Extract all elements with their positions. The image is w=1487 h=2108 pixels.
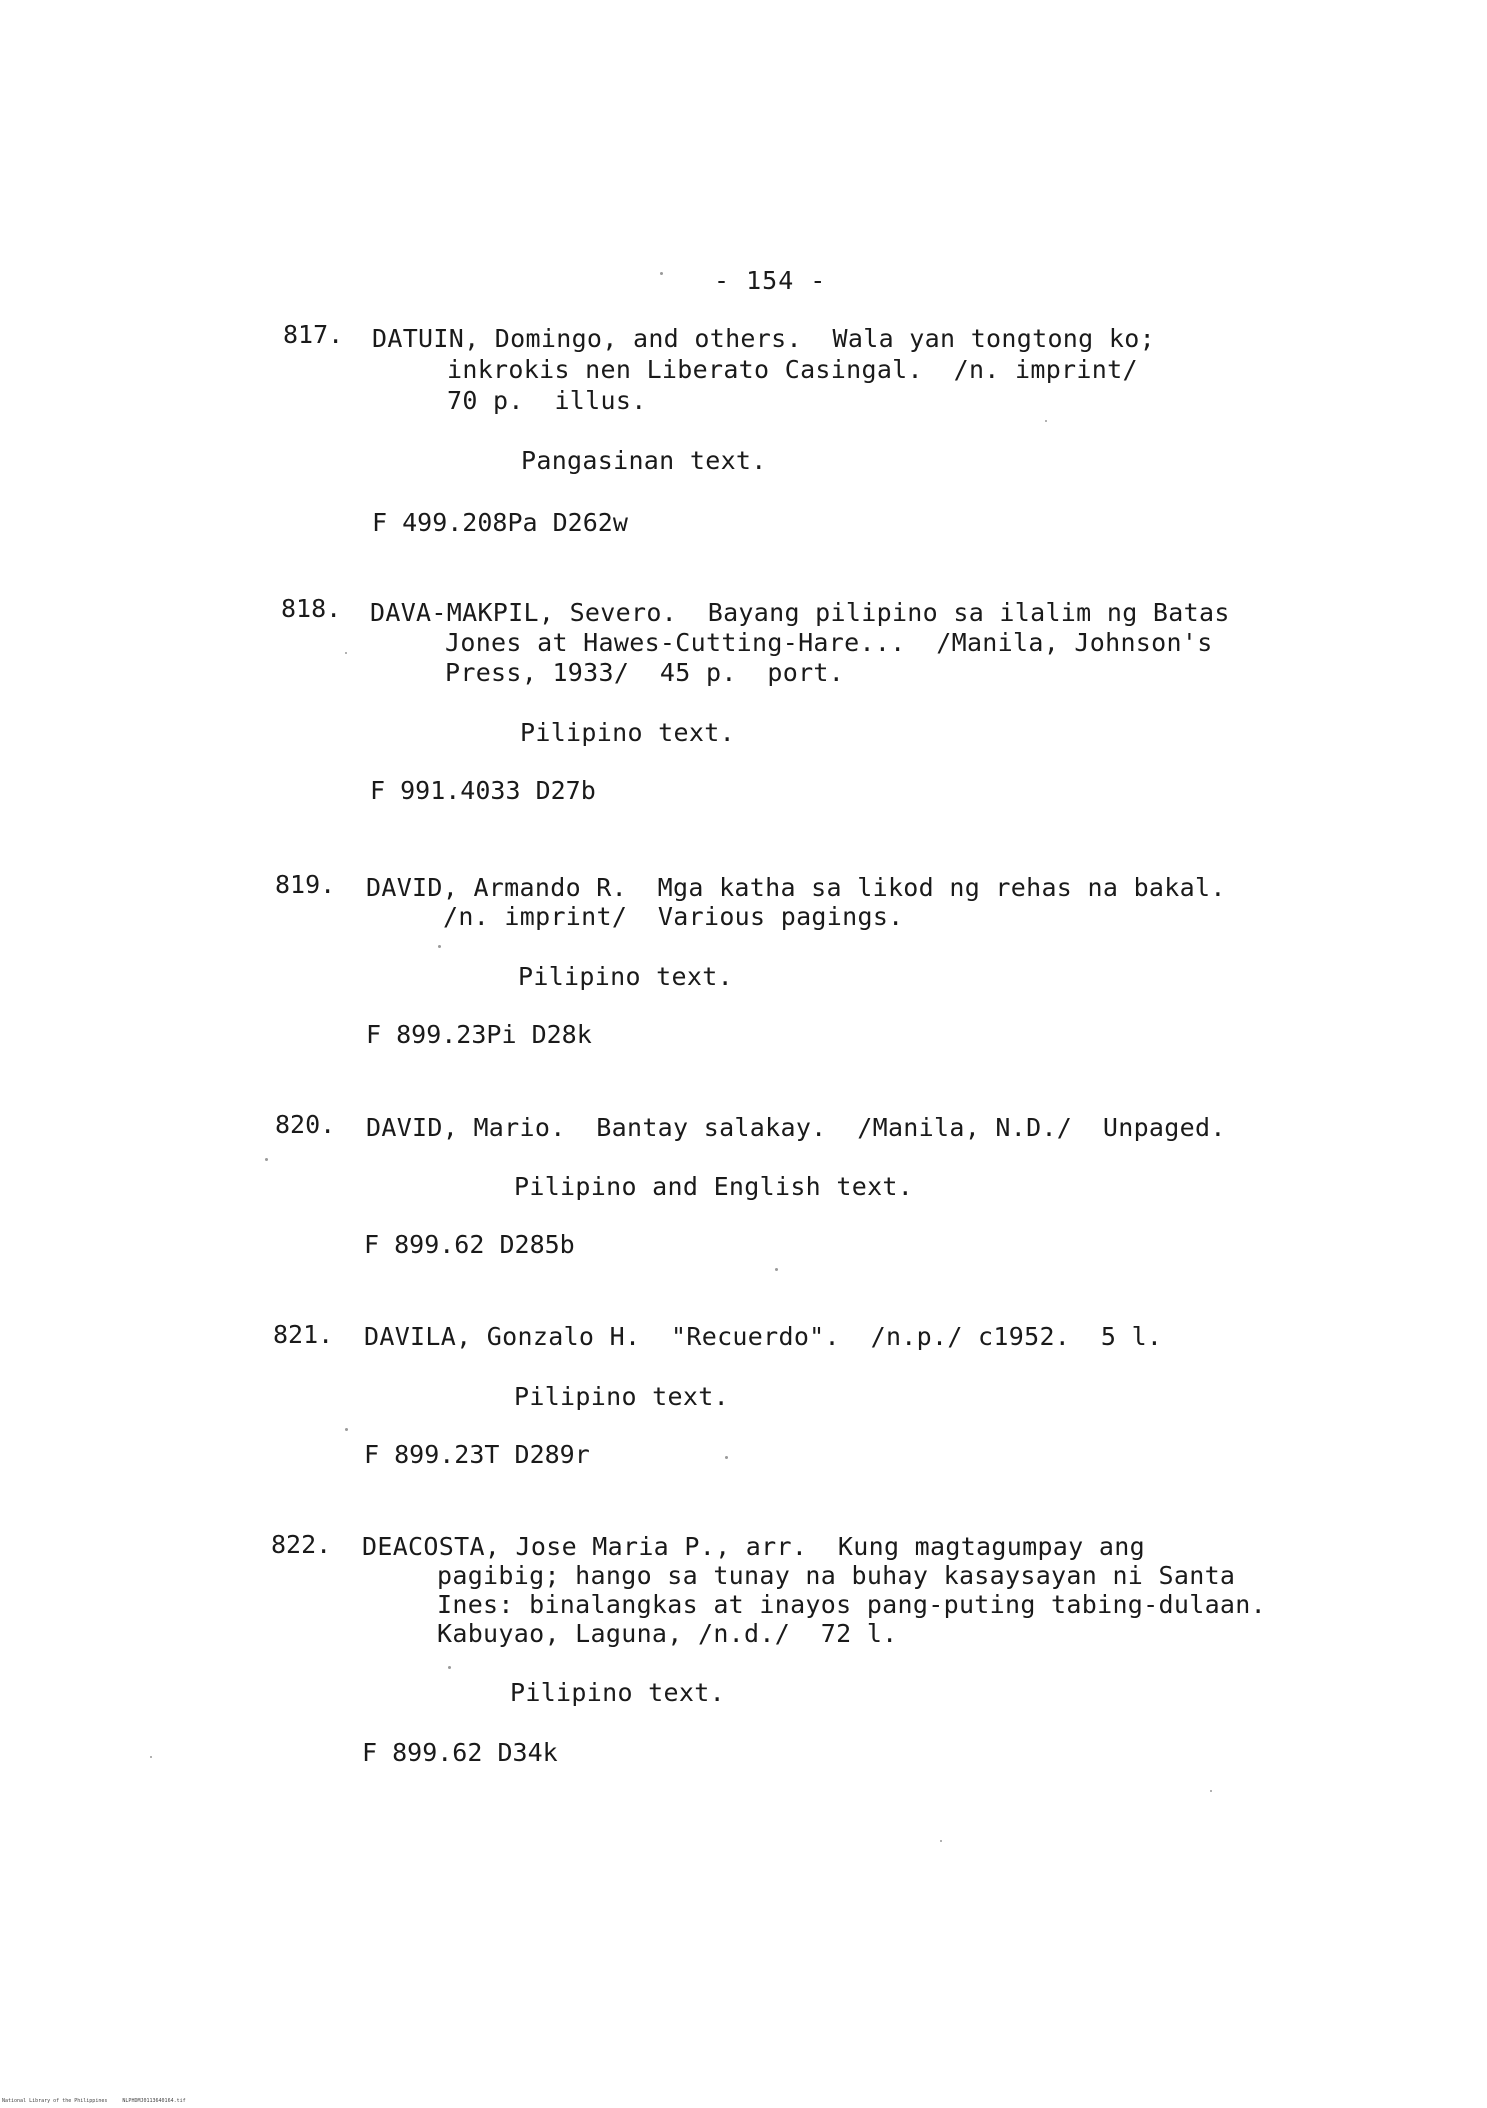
entry-line: DATUIN, Domingo, and others. Wala yan tongtong ko;: [372, 324, 1155, 353]
call-number: F 899.62 D285b: [364, 1230, 575, 1259]
entry-line: DAVA-MAKPIL, Severo. Bayang pilipino sa ilalim ng Batas: [370, 598, 1230, 627]
entry-line: DAVID, Mario. Bantay salakay. /Manila, N.D./ Unpaged.: [366, 1113, 1226, 1142]
scan-speck: [725, 1456, 728, 1459]
entry-number: 820.: [275, 1110, 336, 1139]
scan-speck: [438, 945, 441, 948]
scan-speck: [660, 272, 663, 275]
entry-line: pagibig; hango sa tunay na buhay kasaysayan ni Santa: [437, 1561, 1236, 1590]
scan-speck: [1210, 1790, 1212, 1792]
entry-line: DAVILA, Gonzalo H. "Recuerdo". /n.p./ c1952. 5 l.: [364, 1322, 1163, 1351]
scan-footer: National Library of the Philippines NLPHDMJ0113640164.tif: [2, 2098, 186, 2104]
entry-number: 822.: [271, 1530, 332, 1559]
entry-number: 819.: [275, 870, 336, 899]
page-number: - 154 -: [714, 266, 827, 295]
entry-note: Pilipino text.: [518, 962, 733, 991]
entry-line: Ines: binalangkas at inayos pang-puting tabing-dulaan.: [437, 1590, 1266, 1619]
call-number: F 899.23Pi D28k: [366, 1020, 592, 1049]
entry-number: 821.: [273, 1320, 334, 1349]
scan-speck: [775, 1268, 778, 1271]
entry-note: Pangasinan text.: [521, 446, 767, 475]
entry-number: 818.: [281, 594, 342, 623]
call-number: F 899.62 D34k: [362, 1738, 558, 1767]
scan-speck: [940, 1840, 942, 1842]
scan-speck: [345, 652, 347, 654]
scan-speck: [345, 1428, 348, 1431]
entry-note: Pilipino text.: [514, 1382, 729, 1411]
entry-line: Jones at Hawes-Cutting-Hare... /Manila, Johnson's: [445, 628, 1213, 657]
entry-line: 70 p. illus.: [447, 386, 647, 415]
entry-note: Pilipino and English text.: [514, 1172, 914, 1201]
scan-speck: [150, 1756, 152, 1758]
entry-line: DAVID, Armando R. Mga katha sa likod ng rehas na bakal.: [366, 873, 1226, 902]
call-number: F 899.23T D289r: [364, 1440, 590, 1469]
call-number: F 499.208Pa D262w: [372, 508, 628, 537]
scan-speck: [1045, 420, 1047, 422]
scan-speck: [265, 1158, 268, 1161]
entry-line: Kabuyao, Laguna, /n.d./ 72 l.: [437, 1619, 898, 1648]
entry-line: Press, 1933/ 45 p. port.: [445, 658, 845, 687]
entry-line: inkrokis nen Liberato Casingal. /n. imprint/: [447, 355, 1138, 384]
scan-speck: [448, 1666, 451, 1669]
entry-note: Pilipino text.: [510, 1678, 725, 1707]
entry-note: Pilipino text.: [520, 718, 735, 747]
entry-line: /n. imprint/ Various pagings.: [443, 902, 904, 931]
entry-number: 817.: [283, 320, 344, 349]
call-number: F 991.4033 D27b: [370, 776, 596, 805]
entry-line: DEACOSTA, Jose Maria P., arr. Kung magtagumpay ang: [362, 1532, 1145, 1561]
